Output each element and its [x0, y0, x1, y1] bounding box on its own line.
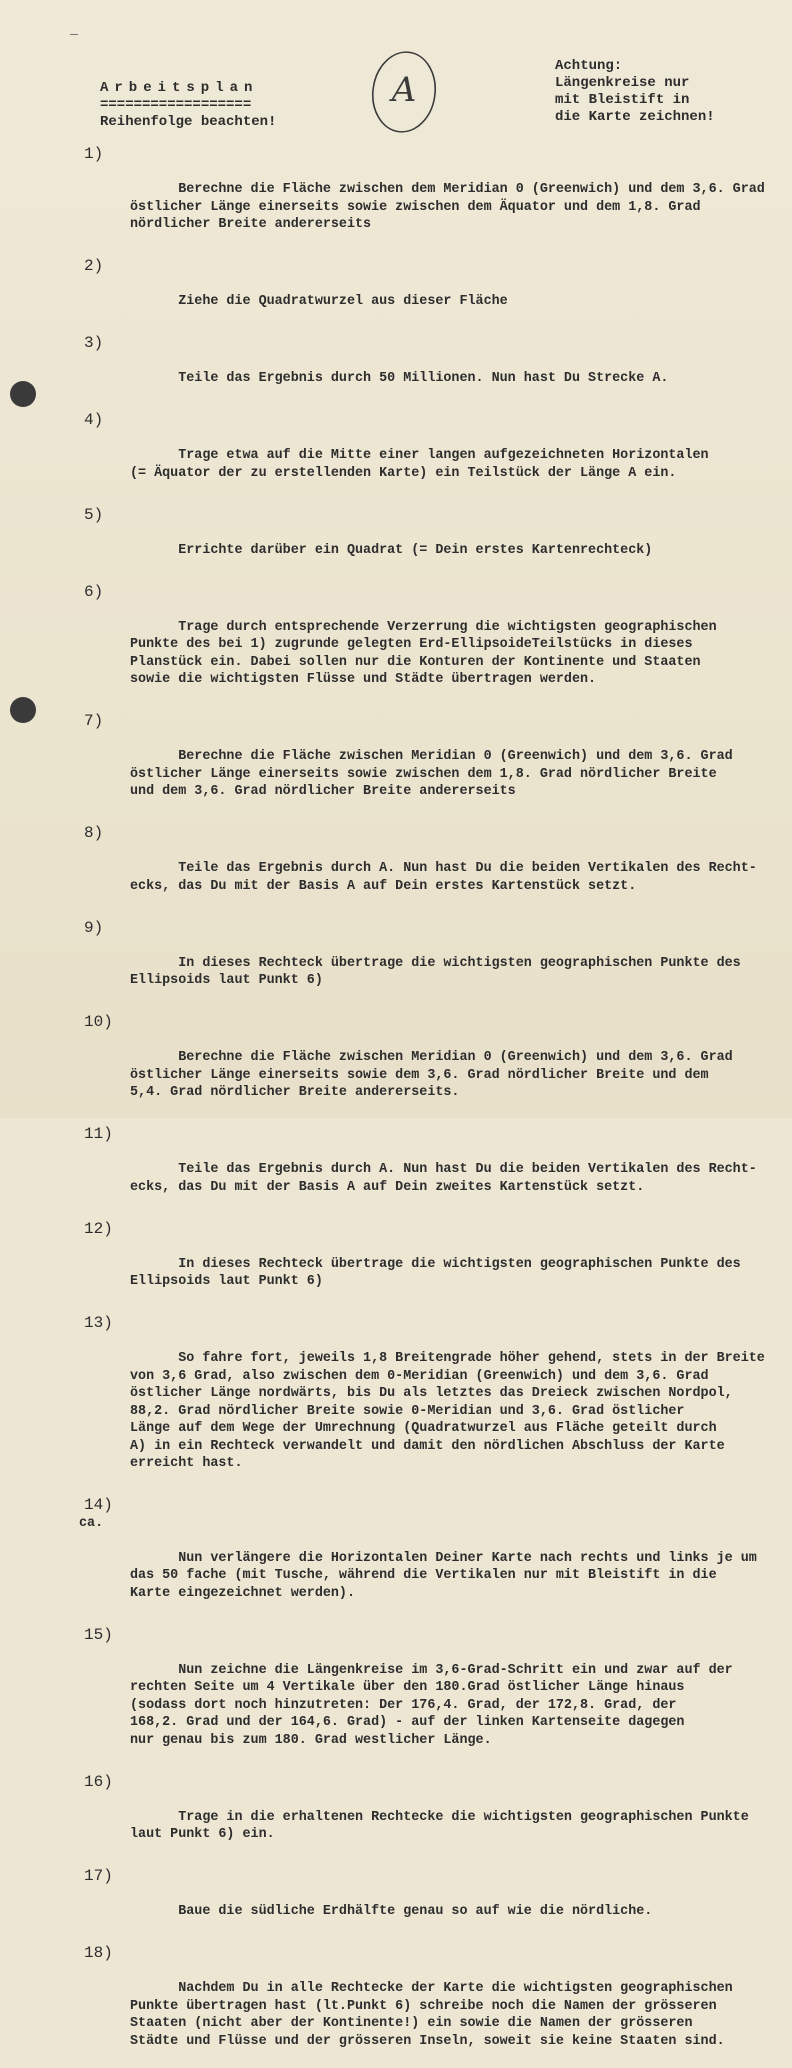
item-number: 10)	[84, 1013, 113, 1031]
plan-title-underline: ==================	[100, 97, 252, 113]
item-number: 8)	[84, 824, 104, 842]
item-text: Ziehe die Quadratwurzel aus dieser Fläche	[178, 294, 508, 309]
item-number: 15)	[84, 1625, 113, 1644]
item-number: 4)	[84, 411, 104, 429]
list-item	[84, 584, 792, 707]
list-item	[84, 258, 792, 328]
item-number: 11)	[84, 1125, 113, 1143]
plan-header	[100, 80, 276, 131]
list-item	[84, 412, 792, 500]
item-text: Teile das Ergebnis durch A. Nun hast Du die beiden Vertikalen des Recht- ecks, das Du mit der Basis A auf Dein zweites Kartenstück setzt.	[130, 1162, 757, 1195]
edge-mark	[70, 34, 78, 35]
instruction-list	[79, 145, 792, 2068]
item-number: 1)	[84, 145, 104, 163]
list-item	[84, 1014, 792, 1119]
list-item	[84, 1774, 792, 1862]
list-item	[84, 1868, 792, 1938]
item-margin-note: ca.	[79, 1516, 104, 1531]
item-text: Nun verlängere die Horizontalen Deiner Karte nach rechts und links je um das 50 fache (mit Tusche, während die Vertikalen nur mit Bleistift in die Karte eingezeichnet werden).	[130, 1550, 757, 1601]
item-text: In dieses Rechteck übertrage die wichtigsten geographischen Punkte des Ellipsoids laut Punkt 6)	[130, 955, 741, 988]
list-item	[84, 146, 792, 251]
item-text: Trage durch entsprechende Verzerrung die wichtigsten geographischen Punkte des bei 1) zugrunde gelegten Erd-EllipsoideTeilstücks in dieses Planstück ein. Dabei sollen nur die Konturen der Kontinente und Staaten sowie die wichtigsten Flüsse und Städte übertragen werden.	[130, 619, 717, 687]
item-number: 6)	[84, 582, 104, 601]
list-item	[84, 507, 792, 577]
list-item	[84, 825, 792, 913]
handwritten-letter: A	[391, 70, 417, 110]
item-number: 2)	[84, 257, 104, 275]
item-text: Baue die südliche Erdhälfte genau so auf wie die nördliche.	[178, 1904, 653, 1919]
list-item	[79, 1496, 792, 1620]
list-item	[84, 713, 792, 818]
item-number: 5)	[84, 505, 104, 524]
item-text: Teile das Ergebnis durch 50 Millionen. Nun hast Du Strecke A.	[178, 371, 669, 386]
item-number: 12)	[84, 1219, 113, 1238]
warning-note: Achtung: Längenkreise nur mit Bleistift in die Karte zeichnen!	[555, 58, 715, 125]
list-item	[84, 1221, 792, 1309]
list-item	[84, 1126, 792, 1214]
list-item	[84, 1945, 792, 2068]
list-item	[84, 335, 792, 405]
item-number: 16)	[84, 1772, 113, 1791]
item-number: 17)	[84, 1867, 113, 1885]
item-text: So fahre fort, jeweils 1,8 Breitengrade höher gehend, stets in der Breite von 3,6 Grad, also zwischen dem 0-Meridian (Greenwich) und dem 3,6. Grad östlicher Länge nordwärts, bis Du als letztes das Dreieck zwischen Nordpol, 88,2. Grad nördlicher Breite sowie 0-Meridian und 3,6. Grad östlicher Länge auf dem Wege der Umrechnung (Quadratwurzel aus Fläche geteilt durch A) in ein Rechteck verwandelt und damit den nördlichen Abschluss der Karte erreicht hast.	[130, 1351, 765, 1471]
item-number: 14)	[84, 1496, 113, 1514]
item-number: 9)	[84, 918, 104, 937]
handwritten-letter-circle	[368, 46, 440, 136]
item-number: 13)	[84, 1314, 113, 1332]
item-number: 18)	[84, 1944, 113, 1962]
item-text: Berechne die Fläche zwischen Meridian 0 (Greenwich) und dem 3,6. Grad östlicher Länge einerseits sowie dem 3,6. Grad nördlicher Breite und dem 5,4. Grad nördlicher Breite andererseits.	[130, 1050, 733, 1100]
item-text: In dieses Rechteck übertrage die wichtigsten geographischen Punkte des Ellipsoids laut Punkt 6)	[130, 1256, 741, 1289]
punch-hole-lower	[10, 697, 36, 723]
item-text: Nachdem Du in alle Rechtecke der Karte die wichtigsten geographischen Punkte übertragen hast (lt.Punkt 6) schreibe noch die Namen der grösseren Staaten (nicht aber der Kontinente!) ein sowie die Namen der grösseren Städte und Flüsse und der grösseren Inseln, soweit sie keine Staaten sind.	[130, 1981, 733, 2049]
list-item	[84, 1315, 792, 1490]
item-text: Errichte darüber ein Quadrat (= Dein erstes Kartenrechteck)	[178, 542, 653, 558]
item-text: Teile das Ergebnis durch A. Nun hast Du die beiden Vertikalen des Recht- ecks, das Du mit der Basis A auf Dein erstes Kartenstück setzt.	[130, 861, 757, 894]
item-text: Trage etwa auf die Mitte einer langen aufgezeichneten Horizontalen (= Äquator der zu erstellenden Karte) ein Teilstück der Länge A ein.	[130, 448, 709, 481]
plan-subtitle: Reihenfolge beachten!	[100, 114, 277, 130]
item-number: 3)	[84, 334, 104, 352]
item-text: Berechne die Fläche zwischen Meridian 0 (Greenwich) und dem 3,6. Grad östlicher Länge einerseits sowie zwischen dem 1,8. Grad nördlicher Breite und dem 3,6. Grad nördlicher Breite andererseits	[130, 749, 733, 799]
list-item	[84, 1627, 792, 1767]
item-text: Trage in die erhaltenen Rechtecke die wichtigsten geographischen Punkte laut Punkt 6) ein.	[130, 1809, 749, 1842]
item-text: Nun zeichne die Längenkreise im 3,6-Grad-Schritt ein und zwar auf der rechten Seite um 4 Vertikale über den 180.Grad östlicher Länge hinaus (sodass dort noch hinzutreten: Der 176,4. Grad, der 172,8. Grad, der 168,2. Grad und der 164,6. Grad) - auf der linken Kartenseite dagegen nur genau bis zum 180. Grad westlicher Länge.	[130, 1662, 733, 1748]
punch-hole-upper	[10, 381, 36, 407]
item-number: 7)	[84, 712, 104, 730]
item-text: Berechne die Fläche zwischen dem Meridian 0 (Greenwich) und dem 3,6. Grad östlicher Länge einerseits sowie zwischen dem Äquator und dem 1,8. Grad nördlicher Breite andererseits	[130, 182, 765, 232]
plan-title: Arbeitsplan	[100, 80, 259, 96]
list-item	[84, 920, 792, 1008]
